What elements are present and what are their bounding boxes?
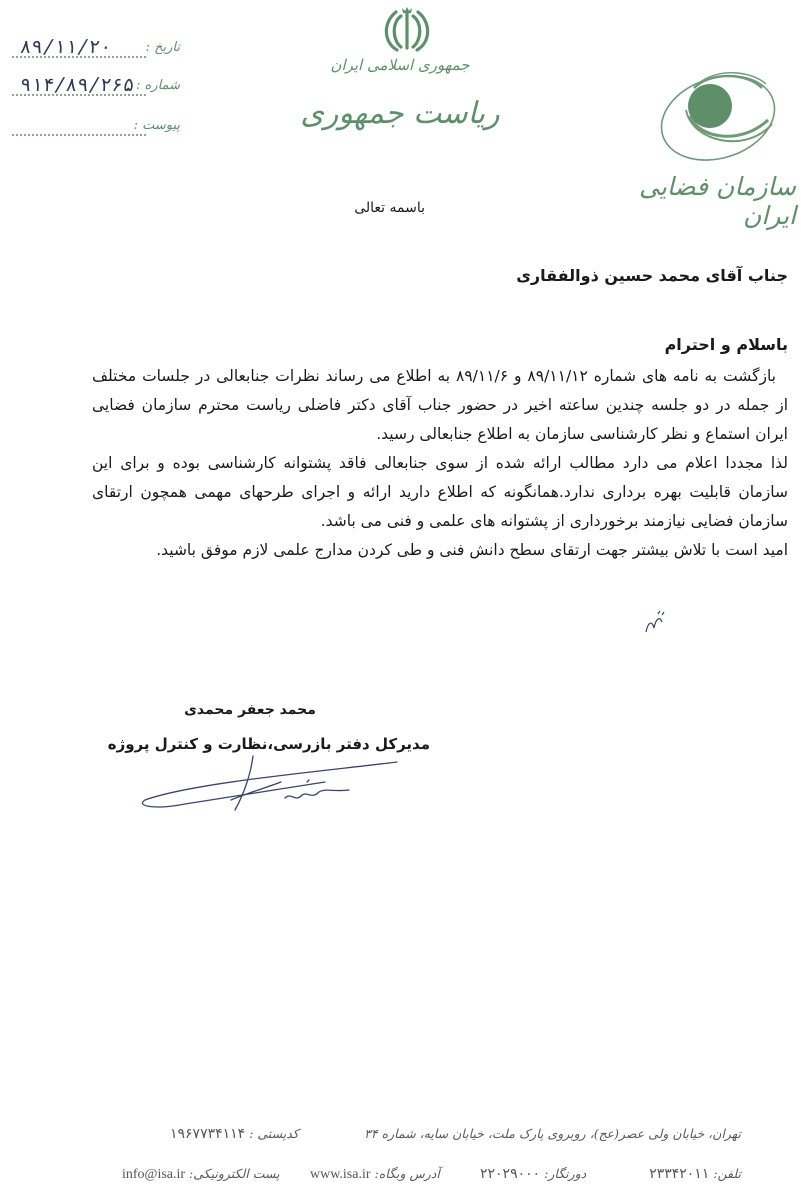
attachment-dotted-line <box>12 134 146 136</box>
email-link[interactable]: info@isa.ir <box>122 1167 186 1182</box>
number-value: ۹۱۴/۸۹/۲۶۵ <box>18 74 136 96</box>
isa-orbit-logo-icon <box>650 58 780 178</box>
date-label: تاریخ : <box>145 40 180 55</box>
email-label: پست الکترونیکی: <box>189 1166 280 1181</box>
initial-mark-icon <box>640 608 670 638</box>
body-paragraph: لذا مجددا اعلام می دارد مطالب ارائه شده از سوی جنابعالی فاقد پشتوانه کارشناسی بوده و برای این سازمان قابلیت بهره برداری ندارد.همانگونه که اطلاع دارید ارائه و اجرای طرحهای مهمی همچون ارتقای سازمان فضایی نیازمند برخورداری از پشتوانه های علمی و فنی می باشد. <box>92 454 788 530</box>
footer-address: تهران، خیابان ولی عصر(عج)، روبروی پارک ملت، خیابان سایه، شماره ۳۴ <box>364 1126 741 1141</box>
date-field <box>10 36 180 60</box>
attachment-field <box>10 114 180 138</box>
attachment-label: پیوست : <box>133 118 180 133</box>
date-value: ۸۹/۱۱/۲۰ <box>18 36 113 58</box>
signatory-title: مدیرکل دفتر بازرسی،نظارت و کنترل پروژه <box>107 735 430 753</box>
footer-website <box>310 1166 440 1183</box>
iran-emblem-icon <box>382 4 432 54</box>
salutation: باسلام و احترام <box>664 335 788 354</box>
fax-label: دورنگار: <box>544 1166 587 1181</box>
website-label: آدرس وبگاه: <box>374 1166 440 1181</box>
organization-name: سازمان فضایی ایران <box>639 172 796 230</box>
body-paragraph: امید است با تلاش بیشتر جهت ارتقای سطح دانش فنی و طی کردن مدارج علمی لازم موفق باشید. <box>156 541 788 559</box>
recipient-name: جناب آقای محمد حسین ذوالفقاری <box>516 266 788 285</box>
body-paragraph: بازگشت به نامه های شماره ۸۹/۱۱/۱۲ و ۸۹/۱۱/۶ به اطلاع می رساند نظرات جنابعالی در جلسات مختلف از جمله در دو جلسه چندین ساعته اخیر در حضور جناب آقای دکتر فاضلی ریاست محترم سازمان فضایی ایران استماع و نظر کارشناسی سازمان به اطلاع جنابعالی رسید. <box>92 367 788 443</box>
signatory-name: محمد جعفر محمدی <box>184 702 316 718</box>
republic-title: جمهوری اسلامی ایران <box>330 56 470 74</box>
number-label: شماره : <box>136 78 180 93</box>
footer-email <box>122 1166 280 1183</box>
website-link[interactable]: www.isa.ir <box>310 1167 371 1182</box>
footer-fax <box>480 1166 586 1183</box>
phone-label: تلفن: <box>713 1166 741 1181</box>
handwritten-signature-icon <box>135 752 405 822</box>
fax-value: ۲۲۰۲۹۰۰۰ <box>480 1167 541 1182</box>
invocation: باسمه تعالی <box>354 200 425 216</box>
postal-code-value: ۱۹۶۷۷۳۴۱۱۴ <box>170 1127 246 1142</box>
postal-code-label: کدپستی : <box>249 1126 299 1141</box>
footer-postal-code <box>170 1126 299 1143</box>
footer-phone <box>649 1166 741 1183</box>
presidency-title: ریاست جمهوری <box>300 96 500 131</box>
letter-body <box>92 362 788 565</box>
number-field <box>10 74 180 98</box>
phone-value: ۲۳۳۴۲۰۱۱ <box>649 1167 710 1182</box>
